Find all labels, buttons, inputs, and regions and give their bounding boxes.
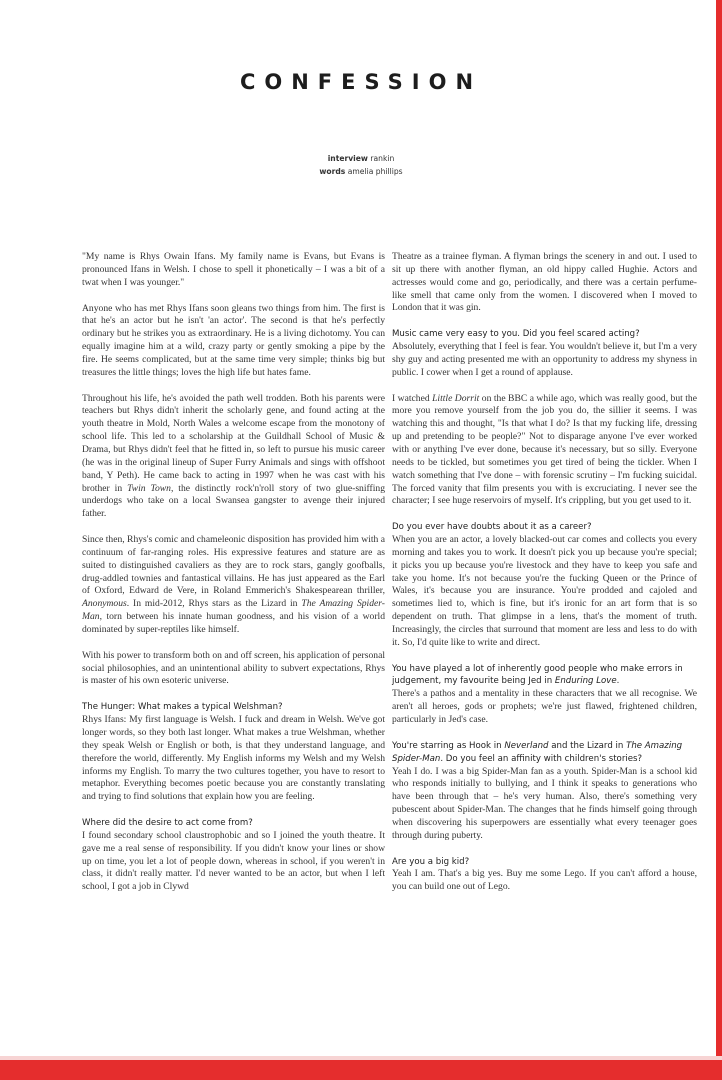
film-title: Enduring Love (554, 676, 617, 687)
article-credits (0, 152, 722, 178)
interview-answer-continued: Theatre as a trainee flyman. A flyman brings the scenery in and out. I used to sit up there with another flyman, an old hippy called Hughie. Actors and actresses would come and go, periodically, and there was a certain perfume-like smell that came only from the women. I discovered when I moved to London that it was gin. (392, 251, 697, 314)
interview-answer: When you are an actor, a lovely blacked-out car comes and collects you every morning and takes you to work. It doesn't pick you up because you're special; it picks you up because you're livestock and they have to keep you safe and take you home. It's not because you're the fucking Queen or the Prince of Wales, it's because you are insurance. You're prodded and cajoled and sometimes lied to, which is fine, but it's ironic for an art form that is so dependent on truth. That glimpse in a lens, that's the moment of truth. Increasingly, the circles that surround that moment are less and less to do with it. So, I'd quite like to write and direct. (392, 534, 697, 648)
show-title: Little Dorrit (432, 392, 480, 404)
left-column (82, 251, 385, 907)
credit-words-label: words (319, 167, 346, 176)
body-paragraph: Since then, Rhys's comic and chameleonic disposition has provided him with a continuum of far-ranging roles. His expressive features and stature are as suited to distinguished cavaliers as they are to rock stars, gangly goofballs, drug-addled townies and fantastical villains. He has just appeared as the Earl of Oxford, Edward de Vere, in Roland Emmerich's Shakespearean thriller, Anonymous. In mid-2012, Rhys stars as the Lizard in The Amazing Spider-Man, torn between his innate human goodness, and his vision of a world dominated by super-reptiles like himself. (82, 534, 385, 635)
interview-question: Music came very easy to you. Did you feel scared acting? (392, 329, 640, 340)
page-edge-red-bottom (0, 1060, 722, 1080)
interview-answer: Yeah I am. That's a big yes. Buy me some Lego. If you can't afford a house, you can build one out of Lego. (392, 868, 697, 893)
film-title: Anonymous (82, 598, 127, 610)
body-paragraph: With his power to transform both on and off screen, his application of personal social philosophies, and an unintentional ability to subvert expectations, Rhys is master of his own esoteric universe. (82, 649, 385, 687)
interview-question: Do you ever have doubts about it as a career? (392, 522, 592, 533)
body-paragraph: Throughout his life, he's avoided the path well trodden. Both his parents were teachers but Rhys didn't inherit the scholarly gene, and found acting at the youth theatre in Mold, North Wales a welcome escape from the monotony of school life. This led to a scholarship at the Guildhall School of Music & Drama, but Rhys didn't feel that he fitted in, so left to pursue his music career (he was in the original lineup of Super Furry Animals and sings with offshoot band, Y Peth). He came back to acting in 1997 when he was cast with his brother in Twin Town, the distinctly rock'n'roll story of two glue-sniffing underdogs who take on a local Swansea gangster to avenge their injured father. (82, 392, 385, 520)
interview-answer: Yeah I do. I was a big Spider-Man fan as a youth. Spider-Man is a school kid who responds initially to bullying, and I think it speaks to generations who have been through that – he's very human. Also, there's something very pubescent about Spider-Man. The changes that he finds himself going through when discovering his superpowers are essentially what every teenager goes through during puberty. (392, 765, 697, 841)
body-paragraph: Anyone who has met Rhys Ifans soon gleans two things from him. The first is that he's an actor but he isn't 'an actor'. The second is that he's perfectly ordinary but he strikes you as extraordinary. He is a living dichotomy. You can equally imagine him at a wild, crazy party or gently smoking a pipe by the fire. He seems complicated, but at the same time very simple; thinks big but treasures the little things; loves the high life but hates fame. (82, 302, 385, 378)
interview-question: You're starring as Hook in Neverland and the Lizard in The Amazing Spider-Man. Do you feel an affinity with children's stories? (392, 740, 683, 764)
credit-interview-label: interview (327, 154, 368, 163)
article-title: CONFESSION (239, 70, 483, 94)
interview-answer: I watched Little Dorrit on the BBC a while ago, which was really good, but the more you remove yourself from the job you do, the sillier it seems. I was watching this and thought, "Is that what I do? Is that my fucking life, dressing up and pretending to be people?" Not to disparage anyone I've ever worked with or anything I've ever done, because it's necessary, but so silly. Everyone needs to be tickled, but sometimes you get tired of being the tickler. When I watch something that I've done – with forensic scrutiny – I'm fucking suicidal. The forced vanity that film presents you with is excruciating. I never see the character; I see huge reservoirs of myself. It's crippling, but you get used to it. (392, 392, 697, 507)
interview-question: You have played a lot of inherently good people who make errors in judgement, my favourite being Jed in Enduring Love. (392, 663, 683, 687)
interview-answer: Rhys Ifans: My first language is Welsh. I fuck and dream in Welsh. We've got longer words, so they both last longer. What makes a true Welshman, whether they speak Welsh or English or both, is that they understand language, and therefore the world, differently. My English informs my Welsh and my Welsh informs my English. To marry the two cultures together, you have to resort to metaphor. Everything becomes poetic because you are constantly translating and trying to find solutions that explain how you are feeling. (82, 714, 385, 803)
credit-interview (0, 152, 722, 165)
credit-words (0, 165, 722, 178)
interview-question: Where did the desire to act come from? (82, 818, 253, 829)
interview-answer: I found secondary school claustrophobic and so I joined the youth theatre. It gave me a real sense of responsibility. If you didn't know your lines or show up on time, you let a lot of people down, whereas in school, if you weren't in class, it didn't really matter. I'd never wanted to be an actor, but when I left school, I got a job in Clywd (82, 829, 385, 893)
interview-answer: Absolutely, everything that I feel is fear. You wouldn't believe it, but I'm a very shy guy and acting presented me with an opportunity to address my shyness in public. I cower when I get a round of applause. (392, 341, 697, 378)
interview-question: The Hunger: What makes a typical Welshman? (82, 702, 283, 713)
intro-quote: "My name is Rhys Owain Ifans. My family name is Evans, but Evans is pronounced Ifans in Welsh. I chose to spell it phonetically – I was a bit of a twat when I was younger." (82, 251, 385, 288)
film-title: The Amazing Spider-Man (392, 740, 683, 764)
right-column (392, 251, 697, 907)
film-title: Neverland (504, 740, 549, 751)
film-title: The Amazing Spider-Man (82, 598, 385, 623)
interview-question: Are you a big kid? (392, 856, 470, 867)
film-title: Twin Town (127, 482, 171, 494)
credit-words-name: amelia phillips (347, 167, 403, 176)
interview-answer: There's a pathos and a mentality in these characters that we all recognise. We aren't all heroes, gods or prophets; we're just flawed, frightened children, particularly in Jed's case. (392, 688, 697, 725)
credit-interview-name: rankin (370, 154, 395, 163)
